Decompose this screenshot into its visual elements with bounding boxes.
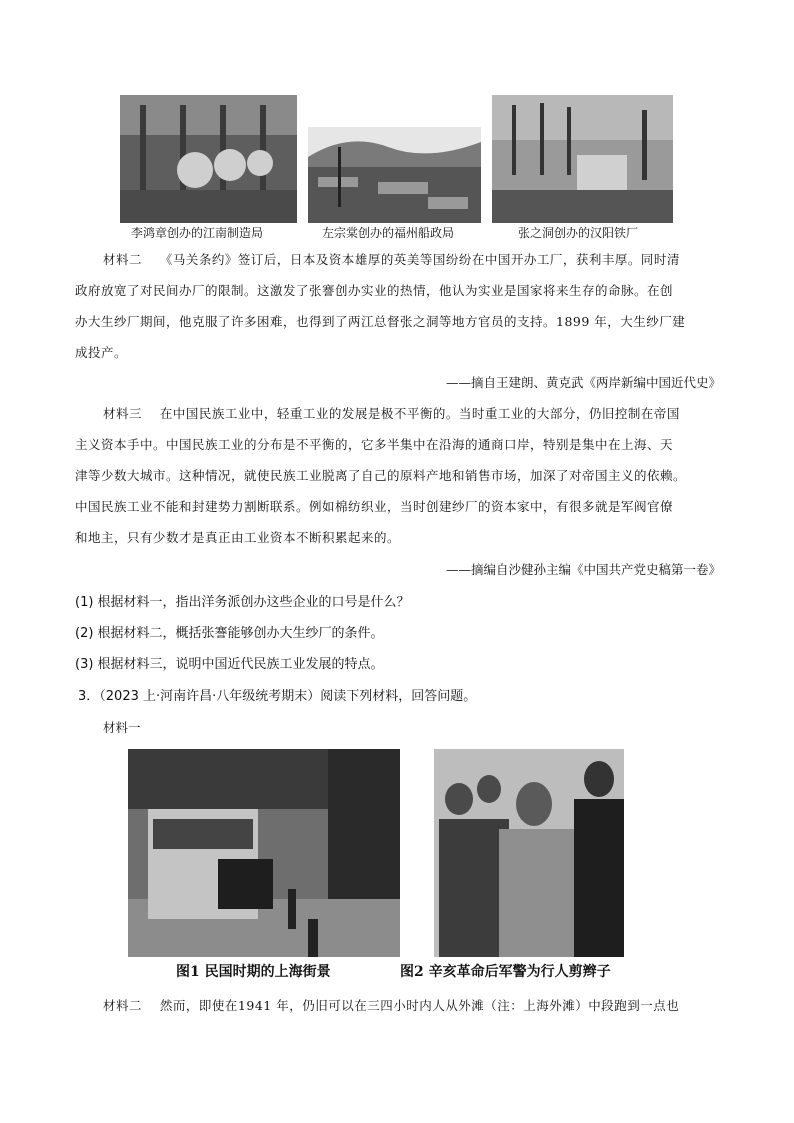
photo-shanghai-street: [128, 749, 400, 957]
material3-line4: 中国民族工业不能和封建势力割断联系。例如棉纺织业，当时创建纱厂的资本家中，有很多就是军阀官僚: [75, 499, 674, 514]
caption-fuzhou: 左宗棠创办的福州船政局: [322, 226, 455, 240]
photo-fuzhou-shipyard: [308, 127, 481, 223]
material2-line1: 材料二 《马关条约》签订后，日本及资本雄厚的英美等国纷纷在中国开办工厂，获利丰厚。同时清: [103, 252, 680, 267]
photo-hanyang-ironworks: [492, 95, 673, 223]
caption-jiangnan: 李鸿章创办的江南制造局: [131, 226, 264, 240]
q3-material2-line: [103, 996, 679, 1014]
material3-source: ——摘编自沙健孙主编《中国共产党史稿第一卷》: [445, 562, 721, 577]
material2-block: [75, 244, 723, 368]
photo-queue-cutting: [434, 749, 624, 957]
shanghai-street-image: [128, 749, 400, 957]
material2-line2: 政府放宽了对民间办厂的限制。这激发了张謇创办实业的热情，他认为实业是国家将来生存的命脉。在创: [75, 283, 674, 298]
question-2: (2) 根据材料二，概括张謇能够创办大生纱厂的条件。: [75, 626, 384, 641]
q3-header: 3．（2023 上·河南许昌·八年级统考期末）阅读下列材料，回答问题。: [78, 689, 477, 704]
factory-interior-image: [120, 95, 297, 223]
fig1-caption: 图1 民国时期的上海街景: [176, 964, 331, 980]
material3-label: 材料三: [103, 406, 143, 421]
material3-line1: 材料三 在中国民族工业中，轻重工业的发展是极不平衡的。当时重工业的大部分，仍旧控制在帝国: [103, 406, 680, 421]
question-1: (1) 根据材料一，指出洋务派创办这些企业的口号是什么？: [75, 595, 410, 610]
q3-material2-text: 然而，即使在1941 年，仍旧可以在三四小时内人从外滩（注：上海外滩）中段跑到一点也: [159, 998, 680, 1013]
material3-block: [75, 398, 723, 553]
material2-line3: 办大生纱厂期间，他克服了许多困难，也得到了两江总督张之洞等地方官员的支持。1899 年，大生纱厂建: [75, 314, 686, 329]
queue-cutting-image: [434, 749, 624, 957]
caption-hanyang: 张之洞创办的汉阳铁厂: [518, 226, 639, 240]
photo-jiangnan-arsenal: [120, 95, 297, 223]
ironworks-image: [492, 95, 673, 223]
fig2-caption: 图2 辛亥革命后军警为行人剪辫子: [400, 964, 611, 980]
material3-line2: 主义资本手中。中国民族工业的分布是不平衡的，它多半集中在沿海的通商口岸，特别是集中在上海、天: [75, 437, 674, 452]
material2-line4: 成投产。: [75, 345, 128, 360]
shipyard-image: [308, 127, 481, 223]
question-3: (3) 根据材料三，说明中国近代民族工业发展的特点。: [75, 657, 384, 672]
q3-material2-label: 材料二: [103, 998, 143, 1013]
material2-label: 材料二: [103, 252, 143, 267]
material3-line5: 和地主，只有少数才是真正由工业资本不断积累起来的。: [75, 530, 401, 545]
q3-material1-label: 材料一: [103, 720, 141, 735]
material3-line3: 津等少数大城市。这种情况，就使民族工业脱离了自己的原料产地和销售市场，加深了对帝国主义的依赖。: [75, 468, 687, 483]
material2-source: ——摘自王建朗、黄克武《两岸新编中国近代史》: [445, 375, 721, 390]
